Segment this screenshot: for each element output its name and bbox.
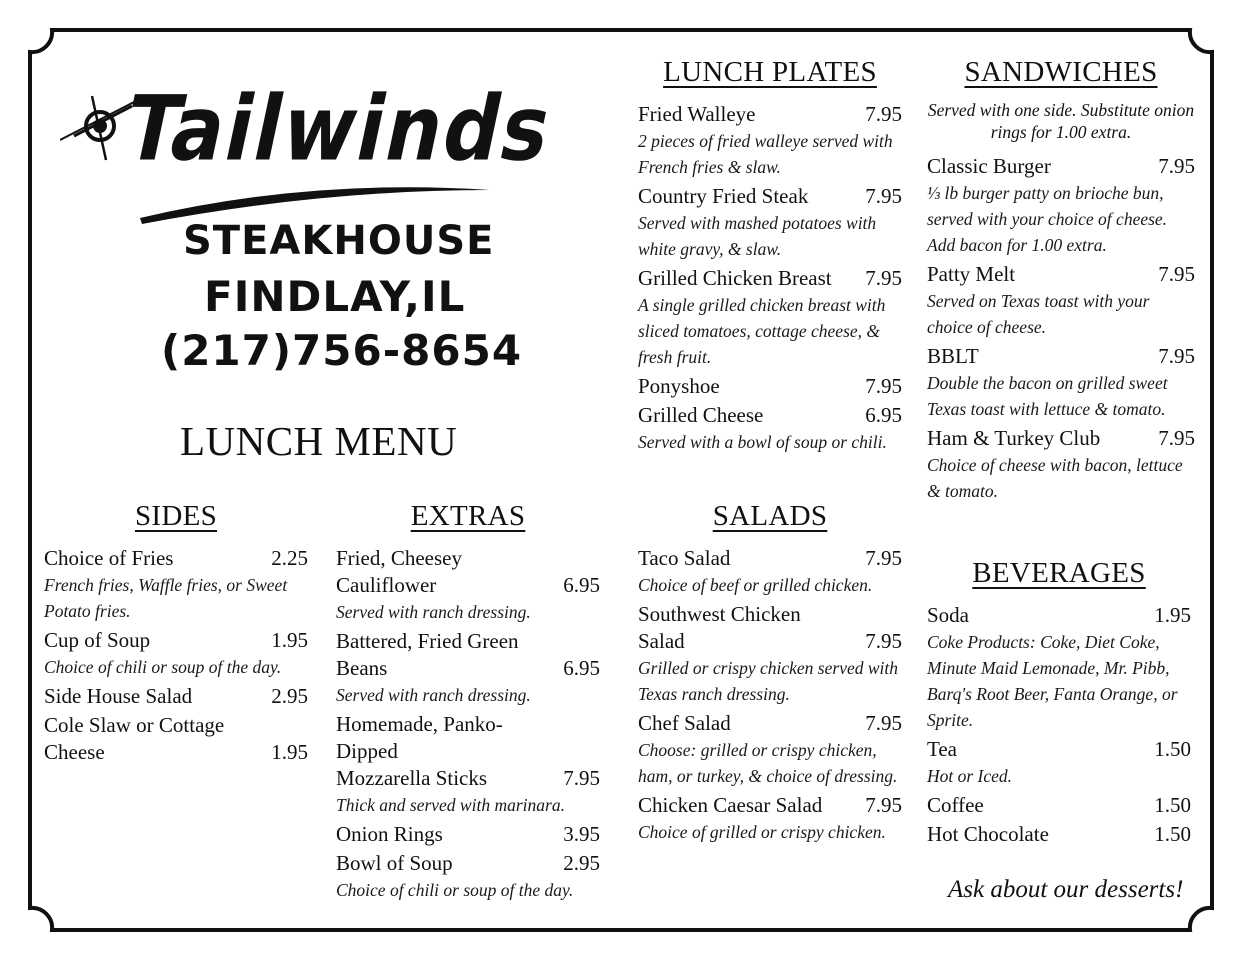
menu-item <box>638 792 902 819</box>
item-name: Battered, Fried Green Beans <box>336 629 519 680</box>
menu-item <box>336 711 600 792</box>
item-name: Southwest Chicken Salad <box>638 602 801 653</box>
item-price: 6.95 <box>563 656 600 680</box>
item-name: Ponyshoe <box>638 374 720 398</box>
section-heading: SIDES <box>134 500 218 532</box>
item-price: 7.95 <box>865 629 902 653</box>
item-description: Choice of chili or soup of the day. <box>336 880 574 900</box>
menu-item <box>44 545 308 572</box>
item-description: Served with mashed potatoes with white gravy, & slaw. <box>638 213 877 259</box>
item-name: Hot Chocolate <box>927 822 1049 846</box>
item-price: 7.95 <box>865 546 902 570</box>
item-name: Country Fried Steak <box>638 184 809 208</box>
menu-item <box>927 821 1191 848</box>
item-description: Choice of chili or soup of the day. <box>44 657 282 677</box>
item-price: 7.95 <box>1158 426 1195 450</box>
menu-item <box>638 265 902 292</box>
item-price: 3.95 <box>563 822 600 846</box>
menu-item <box>927 261 1195 288</box>
item-price: 1.50 <box>1154 737 1191 761</box>
menu-item <box>336 850 600 877</box>
item-description: Served on Texas toast with your choice of cheese. <box>927 291 1150 337</box>
item-description: Choice of grilled or crispy chicken. <box>638 822 886 842</box>
item-price: 2.25 <box>271 546 308 570</box>
item-price: 7.95 <box>865 102 902 126</box>
item-price: 2.95 <box>563 851 600 875</box>
item-name: Chef Salad <box>638 711 731 735</box>
item-price: 1.95 <box>271 740 308 764</box>
section-heading: BEVERAGES <box>972 557 1146 589</box>
item-name: Coffee <box>927 793 984 817</box>
item-name: Taco Salad <box>638 546 731 570</box>
menu-item <box>336 545 600 599</box>
item-name: Chicken Caesar Salad <box>638 793 823 817</box>
item-description: Double the bacon on grilled sweet Texas toast with lettuce & tomato. <box>927 373 1168 419</box>
menu-item <box>44 712 308 766</box>
menu-item <box>927 425 1195 452</box>
item-name: Cup of Soup <box>44 628 151 652</box>
section-intro: Served with one side. Substitute onion rings for 1.00 extra. <box>927 100 1195 142</box>
item-name: Soda <box>927 603 969 627</box>
item-description: Served with ranch dressing. <box>336 602 531 622</box>
item-description: Served with ranch dressing. <box>336 685 531 705</box>
menu-item <box>638 183 902 210</box>
item-description: Choice of beef or grilled chicken. <box>638 575 873 595</box>
menu-item <box>44 683 308 710</box>
menu-item <box>638 101 902 128</box>
section-sandwiches <box>927 56 1195 507</box>
item-name: Ham & Turkey Club <box>927 426 1101 450</box>
item-price: 7.95 <box>1158 262 1195 286</box>
item-price: 7.95 <box>865 374 902 398</box>
item-description: French fries, Waffle fries, or Sweet Potato fries. <box>44 575 288 621</box>
item-description: Served with a bowl of soup or chili. <box>638 432 887 452</box>
item-price: 1.95 <box>271 628 308 652</box>
item-name: Fried, Cheesey Cauliflower <box>336 546 462 597</box>
item-name: Tea <box>927 737 958 761</box>
menu-item <box>927 736 1191 763</box>
item-name: BBLT <box>927 344 979 368</box>
item-price: 1.50 <box>1154 793 1191 817</box>
item-description: Hot or Iced. <box>927 766 1013 786</box>
brand-location: FINDLAY,IL <box>204 272 466 321</box>
item-name: Classic Burger <box>927 154 1051 178</box>
item-name: Choice of Fries <box>44 546 174 570</box>
item-price: 7.95 <box>865 266 902 290</box>
item-price: 7.95 <box>865 184 902 208</box>
section-extras <box>336 500 600 906</box>
section-heading: SANDWICHES <box>964 56 1158 88</box>
menu-item <box>638 402 902 429</box>
item-description: ⅓ lb burger patty on brioche bun, served with your choice of cheese. Add bacon for 1.00 extra. <box>927 183 1168 255</box>
section-salads <box>638 500 902 848</box>
dessert-note: Ask about our desserts! <box>948 876 1184 903</box>
menu-item <box>927 153 1195 180</box>
item-price: 6.95 <box>865 403 902 427</box>
section-beverages <box>927 557 1191 850</box>
brand-steakhouse: STEAKHOUSE <box>183 218 495 264</box>
section-heading: LUNCH PLATES <box>663 56 877 88</box>
item-name: Cole Slaw or Cottage Cheese <box>44 713 225 764</box>
section-sides <box>44 500 308 768</box>
item-name: Fried Walleye <box>638 102 756 126</box>
item-price: 7.95 <box>1158 344 1195 368</box>
item-price: 7.95 <box>563 766 600 790</box>
item-description: Thick and served with marinara. <box>336 795 565 815</box>
menu-item <box>927 343 1195 370</box>
item-description: Grilled or crispy chicken served with Texas ranch dressing. <box>638 658 899 704</box>
menu-item <box>638 373 902 400</box>
item-name: Grilled Chicken Breast <box>638 266 832 290</box>
item-name: Bowl of Soup <box>336 851 453 875</box>
item-description: Choice of cheese with bacon, lettuce & tomato. <box>927 455 1183 501</box>
section-heading: SALADS <box>712 500 828 532</box>
menu-item <box>927 602 1191 629</box>
item-price: 2.95 <box>271 684 308 708</box>
menu-item <box>336 821 600 848</box>
item-price: 7.95 <box>865 711 902 735</box>
brand-name: Tailwinds <box>116 78 562 182</box>
item-description: Choose: grilled or crispy chicken, ham, or turkey, & choice of dressing. <box>638 740 898 786</box>
item-description: Coke Products: Coke, Diet Coke, Minute Maid Lemonade, Mr. Pibb, Barq's Root Beer, Fanta Orange, or Sprite. <box>927 632 1178 730</box>
item-price: 6.95 <box>563 573 600 597</box>
menu-item <box>638 710 902 737</box>
item-name: Patty Melt <box>927 262 1016 286</box>
menu-item <box>638 601 902 655</box>
page-title: LUNCH MENU <box>180 418 458 464</box>
item-name: Homemade, Panko-Dipped Mozzarella Sticks <box>336 712 503 790</box>
menu-item <box>638 545 902 572</box>
section-heading: EXTRAS <box>410 500 526 532</box>
section-lunch-plates <box>638 56 902 458</box>
item-name: Grilled Cheese <box>638 403 764 427</box>
item-name: Onion Rings <box>336 822 443 846</box>
item-price: 1.50 <box>1154 822 1191 846</box>
brand-phone: (217)756-8654 <box>161 326 523 375</box>
item-description: A single grilled chicken breast with sliced tomatoes, cottage cheese, & fresh fruit. <box>638 295 886 367</box>
item-price: 1.95 <box>1154 603 1191 627</box>
menu-item <box>336 628 600 682</box>
menu-item <box>44 627 308 654</box>
item-name: Side House Salad <box>44 684 193 708</box>
item-price: 7.95 <box>1158 154 1195 178</box>
menu-item <box>927 792 1191 819</box>
item-description: 2 pieces of fried walleye served with French fries & slaw. <box>638 131 893 177</box>
item-price: 7.95 <box>865 793 902 817</box>
